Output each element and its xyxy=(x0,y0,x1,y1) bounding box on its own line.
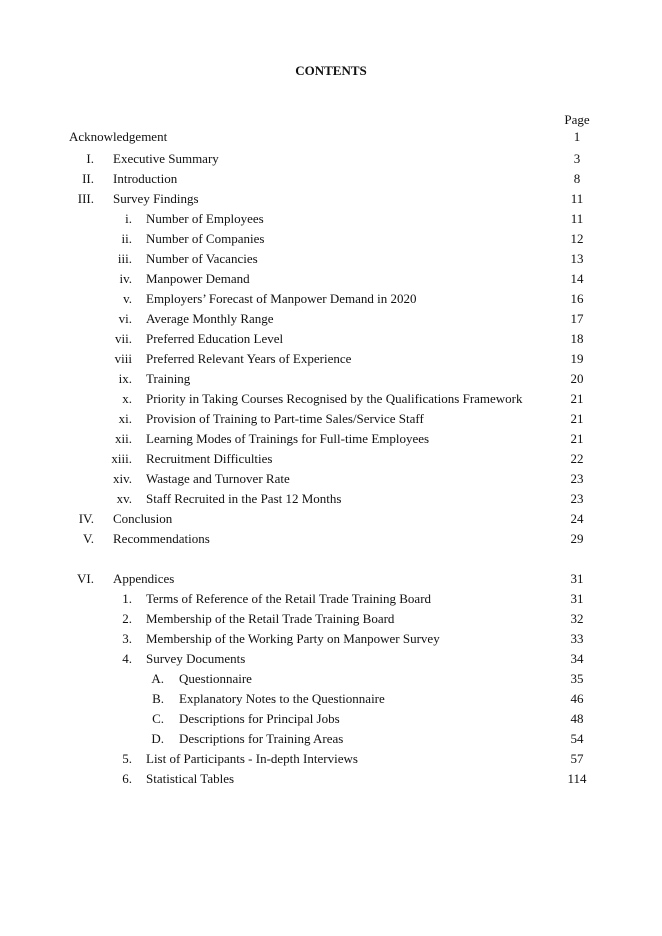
toc-entry-number: III. xyxy=(77,191,94,206)
toc-entry-text: Conclusion xyxy=(113,511,173,526)
toc-entry-appendices[interactable] xyxy=(0,569,662,589)
toc-entry-number: vii. xyxy=(115,331,132,346)
toc-entry-number: VI. xyxy=(77,571,94,586)
toc-entry-recruitment-difficulties[interactable] xyxy=(0,449,662,469)
toc-entry-acknowledgement[interactable] xyxy=(0,127,662,147)
toc-entry-education-level[interactable] xyxy=(0,329,662,349)
toc-entry-page: 12 xyxy=(570,231,584,246)
toc-entry-recommendations[interactable] xyxy=(0,529,662,549)
toc-entry-page: 11 xyxy=(570,211,584,226)
toc-entry-page: 21 xyxy=(570,431,584,446)
toc-entry-page: 11 xyxy=(570,191,584,206)
toc-entry-number: x. xyxy=(122,391,132,406)
toc-entry-number: D. xyxy=(151,731,164,746)
toc-entry-page: 23 xyxy=(570,491,584,506)
toc-entry-page: 1 xyxy=(573,129,581,144)
toc-entry-text: Explanatory Notes to the Questionnaire xyxy=(179,691,385,706)
toc-entry-survey-findings[interactable] xyxy=(0,189,662,209)
toc-entry-number: II. xyxy=(82,171,94,186)
toc-entry-questionnaire[interactable] xyxy=(0,669,662,689)
toc-entry-number: B. xyxy=(152,691,164,706)
toc-entry-page: 48 xyxy=(570,711,584,726)
toc-entry-page: 29 xyxy=(570,531,584,546)
toc-entry-number: vi. xyxy=(118,311,132,326)
toc-entry-text: Staff Recruited in the Past 12 Months xyxy=(146,491,342,506)
toc-entry-number: IV. xyxy=(78,511,94,526)
toc-entry-number: xi. xyxy=(118,411,132,426)
toc-entry-text: Preferred Education Level xyxy=(146,331,284,346)
toc-entry-text: Appendices xyxy=(113,571,175,586)
toc-entry-number: 4. xyxy=(122,651,132,666)
toc-entry-text: Number of Vacancies xyxy=(146,251,258,266)
toc-entry-number: C. xyxy=(152,711,164,726)
toc-entry-conclusion[interactable] xyxy=(0,509,662,529)
toc-entry-page: 57 xyxy=(570,751,584,766)
toc-entry-page: 24 xyxy=(570,511,584,526)
toc-entry-page: 31 xyxy=(570,591,584,606)
toc-entry-text: Preferred Relevant Years of Experience xyxy=(146,351,352,366)
toc-entry-page: 13 xyxy=(570,251,584,266)
toc-entry-manpower-demand[interactable] xyxy=(0,269,662,289)
toc-entry-number: 6. xyxy=(122,771,132,786)
toc-entry-text: Provision of Training to Part-time Sales/Service Staff xyxy=(146,411,424,426)
toc-entry-text: Recruitment Difficulties xyxy=(146,451,273,466)
toc-entry-text: Introduction xyxy=(113,171,178,186)
toc-entry-explanatory-notes[interactable] xyxy=(0,689,662,709)
toc-entry-wastage-turnover[interactable] xyxy=(0,469,662,489)
toc-entry-executive-summary[interactable] xyxy=(0,149,662,169)
toc-entry-average-monthly-range[interactable] xyxy=(0,309,662,329)
toc-entry-page: 34 xyxy=(570,651,584,666)
page-column-header: Page xyxy=(564,112,590,127)
toc-entry-statistical-tables[interactable] xyxy=(0,769,662,789)
toc-entry-text: Survey Findings xyxy=(113,191,199,206)
toc-entry-number: ii. xyxy=(121,231,132,246)
toc-entry-page: 19 xyxy=(570,351,584,366)
toc-entry-text: Number of Employees xyxy=(146,211,264,226)
toc-entry-survey-documents[interactable] xyxy=(0,649,662,669)
toc-entry-introduction[interactable] xyxy=(0,169,662,189)
toc-entry-terms-of-reference[interactable] xyxy=(0,589,662,609)
toc-entry-principal-jobs[interactable] xyxy=(0,709,662,729)
toc-entry-text: Average Monthly Range xyxy=(146,311,274,326)
toc-entry-number: v. xyxy=(123,291,132,306)
toc-entry-number: xii. xyxy=(115,431,132,446)
toc-entry-learning-modes[interactable] xyxy=(0,429,662,449)
toc-entry-text: Learning Modes of Trainings for Full-time Employees xyxy=(146,431,430,446)
toc-entry-number: xiv. xyxy=(112,471,132,486)
toc-entry-staff-recruited[interactable] xyxy=(0,489,662,509)
toc-entry-number: 5. xyxy=(122,751,132,766)
toc-entry-page: 32 xyxy=(570,611,584,626)
toc-entry-page: 20 xyxy=(570,371,584,386)
toc-entry-text: List of Participants - In-depth Interviews xyxy=(146,751,358,766)
toc-entry-text: Survey Documents xyxy=(146,651,246,666)
toc-entry-page: 3 xyxy=(573,151,581,166)
toc-entry-page: 35 xyxy=(570,671,584,686)
toc-entry-text: Membership of the Working Party on Manpower Survey xyxy=(146,631,440,646)
toc-entry-page: 17 xyxy=(570,311,584,326)
toc-entry-years-experience[interactable] xyxy=(0,349,662,369)
toc-entry-text: Executive Summary xyxy=(113,151,219,166)
toc-entry-number: A. xyxy=(151,671,164,686)
toc-entry-number: V. xyxy=(83,531,94,546)
toc-entry-page: 114 xyxy=(567,771,587,786)
toc-entry-text: Terms of Reference of the Retail Trade Training Board xyxy=(146,591,432,606)
toc-entry-page: 46 xyxy=(570,691,584,706)
toc-entry-text: Employers’ Forecast of Manpower Demand in 2020 xyxy=(146,291,417,306)
toc-entry-number: i. xyxy=(125,211,132,226)
toc-entry-page: 18 xyxy=(570,331,584,346)
toc-entry-page: 31 xyxy=(570,571,584,586)
toc-entry-text: Statistical Tables xyxy=(146,771,235,786)
toc-entry-text: Questionnaire xyxy=(179,671,252,686)
toc-entry-number-of-employees[interactable] xyxy=(0,209,662,229)
toc-entry-page: 8 xyxy=(573,171,581,186)
toc-entry-page: 16 xyxy=(570,291,584,306)
toc-entry-training-areas[interactable] xyxy=(0,729,662,749)
toc-entry-board-membership[interactable] xyxy=(0,609,662,629)
toc-entry-number-of-vacancies[interactable] xyxy=(0,249,662,269)
toc-entry-qf-priority[interactable] xyxy=(0,389,662,409)
toc-entry-text: Training xyxy=(146,371,191,386)
toc-entry-number: ix. xyxy=(118,371,132,386)
toc-entry-page: 14 xyxy=(570,271,584,286)
toc-entry-number: I. xyxy=(86,151,94,166)
toc-entry-page: 21 xyxy=(570,411,584,426)
toc-entry-number: iii. xyxy=(117,251,132,266)
toc-entry-number: xiii. xyxy=(111,451,132,466)
toc-entry-text: Membership of the Retail Trade Training Board xyxy=(146,611,395,626)
toc-entry-number: 3. xyxy=(122,631,132,646)
toc-entry-text: Descriptions for Training Areas xyxy=(179,731,344,746)
toc-entry-page: 21 xyxy=(570,391,584,406)
toc-entry-participants[interactable] xyxy=(0,749,662,769)
toc-entry-number: iv. xyxy=(119,271,132,286)
toc-entry-page: 22 xyxy=(570,451,584,466)
toc-entry-number: viii xyxy=(114,351,132,366)
toc-entry-text: Recommendations xyxy=(113,531,210,546)
toc-entry-page: 54 xyxy=(570,731,584,746)
toc-entry-text: Descriptions for Principal Jobs xyxy=(179,711,340,726)
toc-entry-text: Number of Companies xyxy=(146,231,265,246)
toc-entry-number: 2. xyxy=(122,611,132,626)
toc-entry-forecast[interactable] xyxy=(0,289,662,309)
toc-entry-number: xv. xyxy=(116,491,132,506)
toc-entry-text: Acknowledgement xyxy=(69,129,168,144)
toc-entry-number-of-companies[interactable] xyxy=(0,229,662,249)
toc-entry-page: 33 xyxy=(570,631,584,646)
toc-entry-training[interactable] xyxy=(0,369,662,389)
toc-entry-text: Wastage and Turnover Rate xyxy=(146,471,290,486)
toc-entry-text: Priority in Taking Courses Recognised by the Qualifications Framework xyxy=(146,391,523,406)
toc-entry-working-party-membership[interactable] xyxy=(0,629,662,649)
toc-entry-number: 1. xyxy=(122,591,132,606)
page-title: CONTENTS xyxy=(295,63,367,78)
toc-entry-part-time-training[interactable] xyxy=(0,409,662,429)
toc-entry-page: 23 xyxy=(570,471,584,486)
toc-entry-text: Manpower Demand xyxy=(146,271,250,286)
